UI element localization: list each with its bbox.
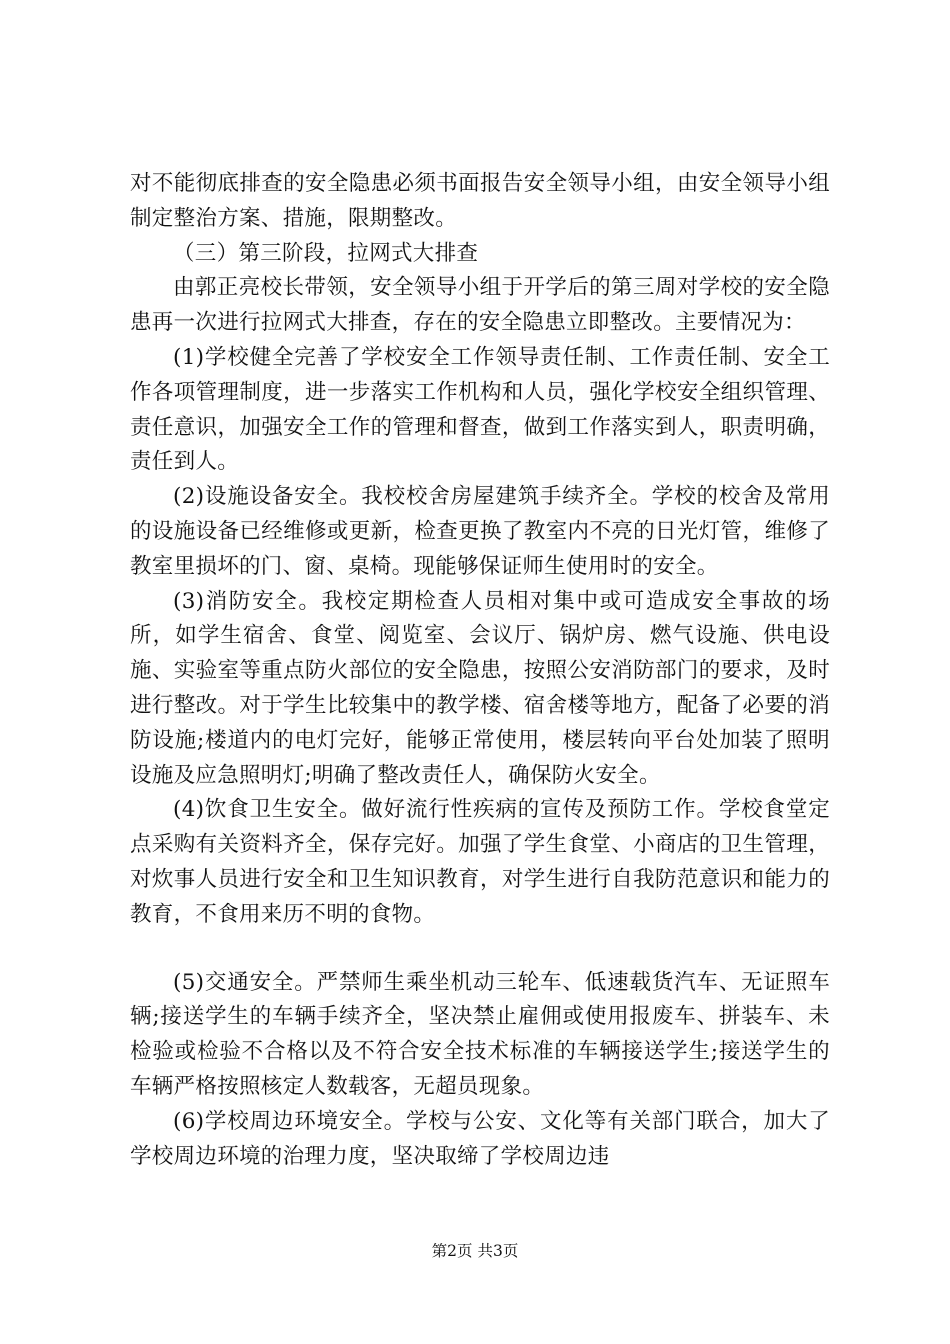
paragraph-item-3-fire-safety: (3)消防安全。我校定期检查人员相对集中或可造成安全事故的场所，如学生宿舍、食堂、阅览室、会议厅、锅炉房、燃气设施、供电设施、实验室等重点防火部位的安全隐患，按照公安消防部门的要求，及时进行整改。对于学生比较集中的教学楼、宿舍楼等地方，配备了必要的消防设施;楼道内的电灯完好，能够正常使用，楼层转向平台处加装了照明设施及应急照明灯;明确了整改责任人，确保防火安全。: [130, 588, 830, 788]
paragraph-item-1-responsibility: (1)学校健全完善了学校安全工作领导责任制、工作责任制、安全工作各项管理制度，进一步落实工作机构和人员，强化学校安全组织管理、责任意识，加强安全工作的管理和督查，做到工作落实到人，职责明确，责任到人。: [130, 344, 830, 475]
paragraph-item-2-facilities: (2)设施设备安全。我校校舍房屋建筑手续齐全。学校的校舍及常用的设施设备已经维修或更新，检查更换了教室内不亮的日光灯管，维修了教室里损坏的门、窗、桌椅。现能够保证师生使用时的安全。: [130, 484, 830, 579]
paragraph-item-4-food-safety: (4)饮食卫生安全。做好流行性疾病的宣传及预防工作。学校食堂定点采购有关资料齐全，保存完好。加强了学生食堂、小商店的卫生管理，对炊事人员进行安全和卫生知识教育，对学生进行自我防范意识和能力的教育，不食用来历不明的食物。: [130, 797, 830, 927]
paragraph-continued-hazard-report: 对不能彻底排查的安全隐患必须书面报告安全领导小组，由安全领导小组制定整治方案、措施，限期整改。: [130, 171, 830, 231]
page-number-footer: 第2页 共3页: [431, 1242, 519, 1260]
paragraph-stage-three-intro: 由郭正亮校长带领，安全领导小组于开学后的第三周对学校的安全隐患再一次进行拉网式大排查，存在的安全隐患立即整改。主要情况为：: [130, 275, 830, 336]
paragraph-item-6-surroundings: (6)学校周边环境安全。学校与公安、文化等有关部门联合，加大了学校周边环境的治理力度，坚决取缔了学校周边违: [130, 1108, 830, 1169]
section-heading-stage-three: （三）第三阶段，拉网式大排查: [173, 240, 479, 266]
paragraph-item-5-traffic-safety: (5)交通安全。严禁师生乘坐机动三轮车、低速载货汽车、无证照车辆;接送学生的车辆手续齐全，坚决禁止雇佣或使用报废车、拼装车、未检验或检验不合格以及不符合安全技术标准的车辆接送学生;接送学生的车辆严格按照核定人数载客，无超员现象。: [130, 969, 830, 1099]
document-body: [130, 167, 830, 1174]
